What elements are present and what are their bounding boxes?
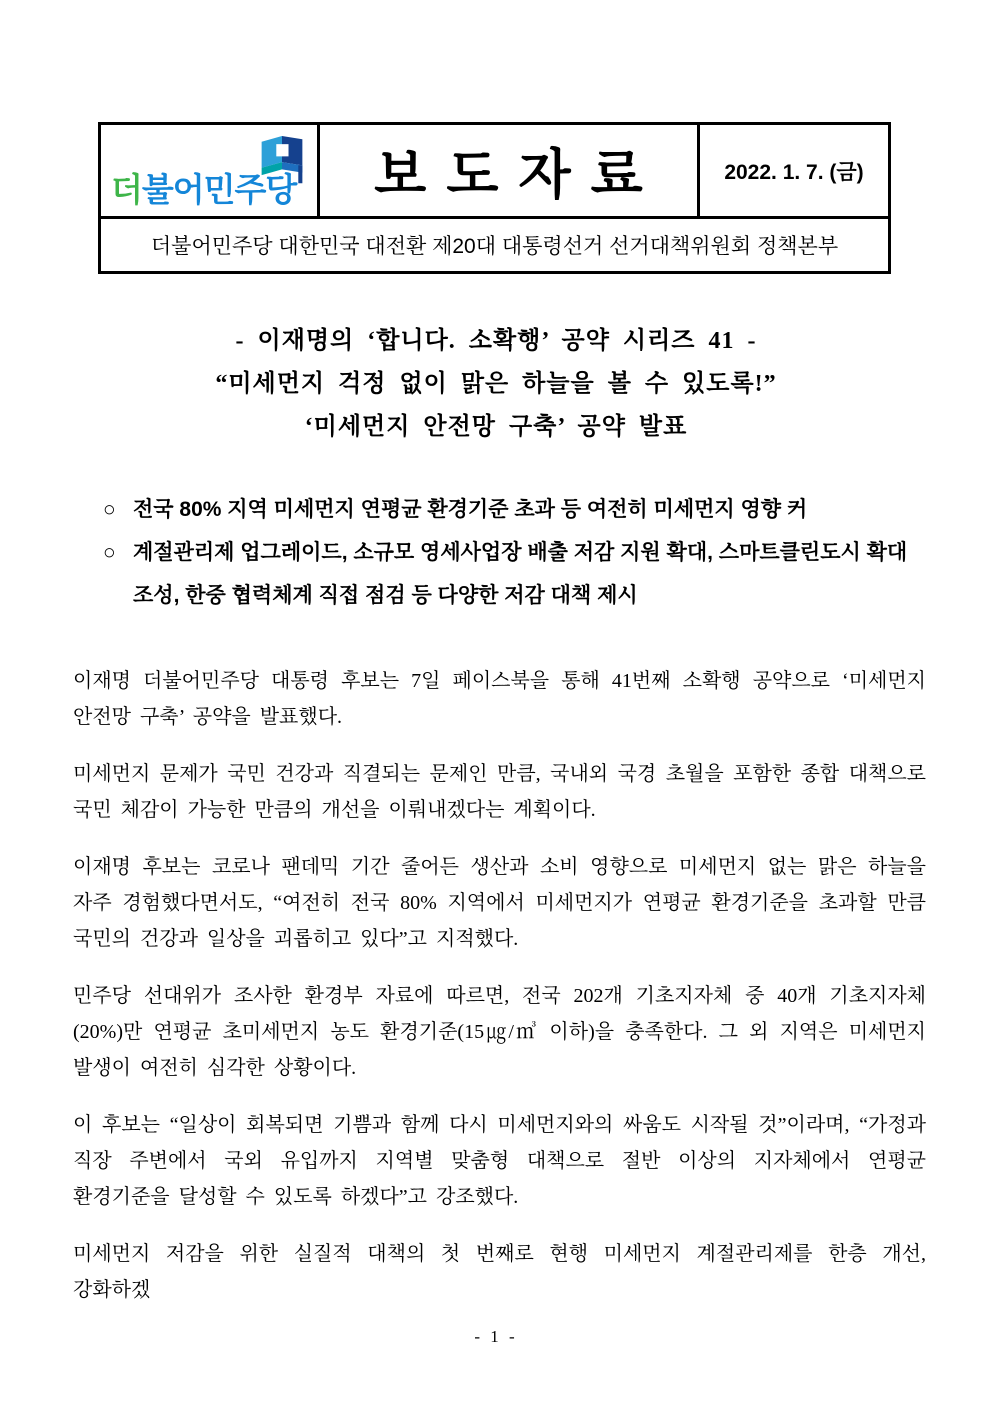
headline-line-3: ‘미세먼지 안전망 구축’ 공약 발표: [304, 414, 688, 440]
summary-bullet-2: [103, 531, 928, 617]
release-date-cell: [697, 125, 888, 216]
body-paragraph-1: 이재명 더불어민주당 대통령 후보는 7일 페이스북을 통해 41번째 소확행 공약으로 ‘미세먼지 안전망 구축’ 공약을 발표했다.: [73, 670, 926, 728]
body-text-block: [73, 663, 926, 1308]
headline-line-1: - 이재명의 ‘합니다. 소확행’ 공약 시리즈 41 -: [235, 328, 757, 354]
body-paragraph-6: 미세먼지 저감을 위한 실질적 대책의 첫 번째로 현행 미세먼지 계절관리제를 한층 개선, 강화하겠: [73, 1243, 926, 1301]
party-logo-rest-chars: 불어민주당: [141, 171, 297, 208]
body-paragraph-2: 미세먼지 문제가 국민 건강과 직결되는 문제인 만큼, 국내외 국경 초월을 포함한 종합 대책으로 국민 체감이 가능한 만큼의 개선을 이뤄내겠다는 계획이다.: [73, 763, 926, 821]
header-top-row: [101, 125, 888, 216]
page-number: - 1 -: [474, 1327, 518, 1346]
body-paragraph-5: 이 후보는 “일상이 회복되면 기쁨과 함께 다시 미세먼지와의 싸움도 시작될 것”이라며, “가정과 직장 주변에서 국외 유입까지 지역별 맞춤형 대책으로 절반 이상의 지자체에서 연평균 환경기준을 달성할 수 있도록 하겠다”고 강조했다.: [73, 1114, 926, 1208]
release-date: 2022. 1. 7. (금): [724, 160, 864, 184]
party-logo-cell: [101, 125, 320, 216]
headline-line-2: “미세먼지 걱정 없이 맑은 하늘을 볼 수 있도록!”: [215, 371, 777, 397]
party-logo-first-char: 더: [111, 171, 142, 208]
body-paragraph-4: 민주당 선대위가 조사한 환경부 자료에 따르면, 전국 202개 기초지자체 중 40개 기초지자체(20%)만 연평균 초미세먼지 농도 환경기준(15㎍/㎥ 이하)을 충족한다. 그 외 지역은 미세먼지 발생이 여전히 심각한 상황이다.: [73, 985, 926, 1079]
circle-bullet-icon: ○: [103, 498, 116, 521]
body-paragraph-3: 이재명 후보는 코로나 팬데믹 기간 줄어든 생산과 소비 영향으로 미세먼지 없는 맑은 하늘을 자주 경험했다면서도, “여전히 전국 80% 지역에서 미세먼지가 연평균 환경기준을 초과할 만큼 국민의 건강과 일상을 괴롭히고 있다”고 지적했다.: [73, 856, 926, 950]
issuing-organization: 더불어민주당 대한민국 대전환 제20대 대통령선거 선거대책위원회 정책본부: [150, 235, 839, 258]
doc-type-cell: [320, 125, 697, 216]
summary-bullet-list: [103, 488, 928, 617]
headline-block: [0, 320, 992, 449]
summary-bullet-1: [103, 488, 928, 531]
circle-bullet-icon: ○: [103, 541, 116, 564]
party-logo-wordmark: [111, 164, 296, 211]
header-subtitle-row: [101, 216, 888, 271]
header-table: [98, 122, 891, 274]
doc-type-title: 보도자료: [374, 145, 663, 205]
summary-bullet-2-text: 계절관리제 업그레이드, 소규모 영세사업장 배출 저감 지원 확대, 스마트클린도시 확대 조성, 한중 협력체계 직접 점검 등 다양한 저감 대책 제시: [133, 541, 908, 607]
summary-bullet-1-text: 전국 80% 지역 미세먼지 연평균 환경기준 초과 등 여전히 미세먼지 영향 커: [133, 498, 808, 521]
